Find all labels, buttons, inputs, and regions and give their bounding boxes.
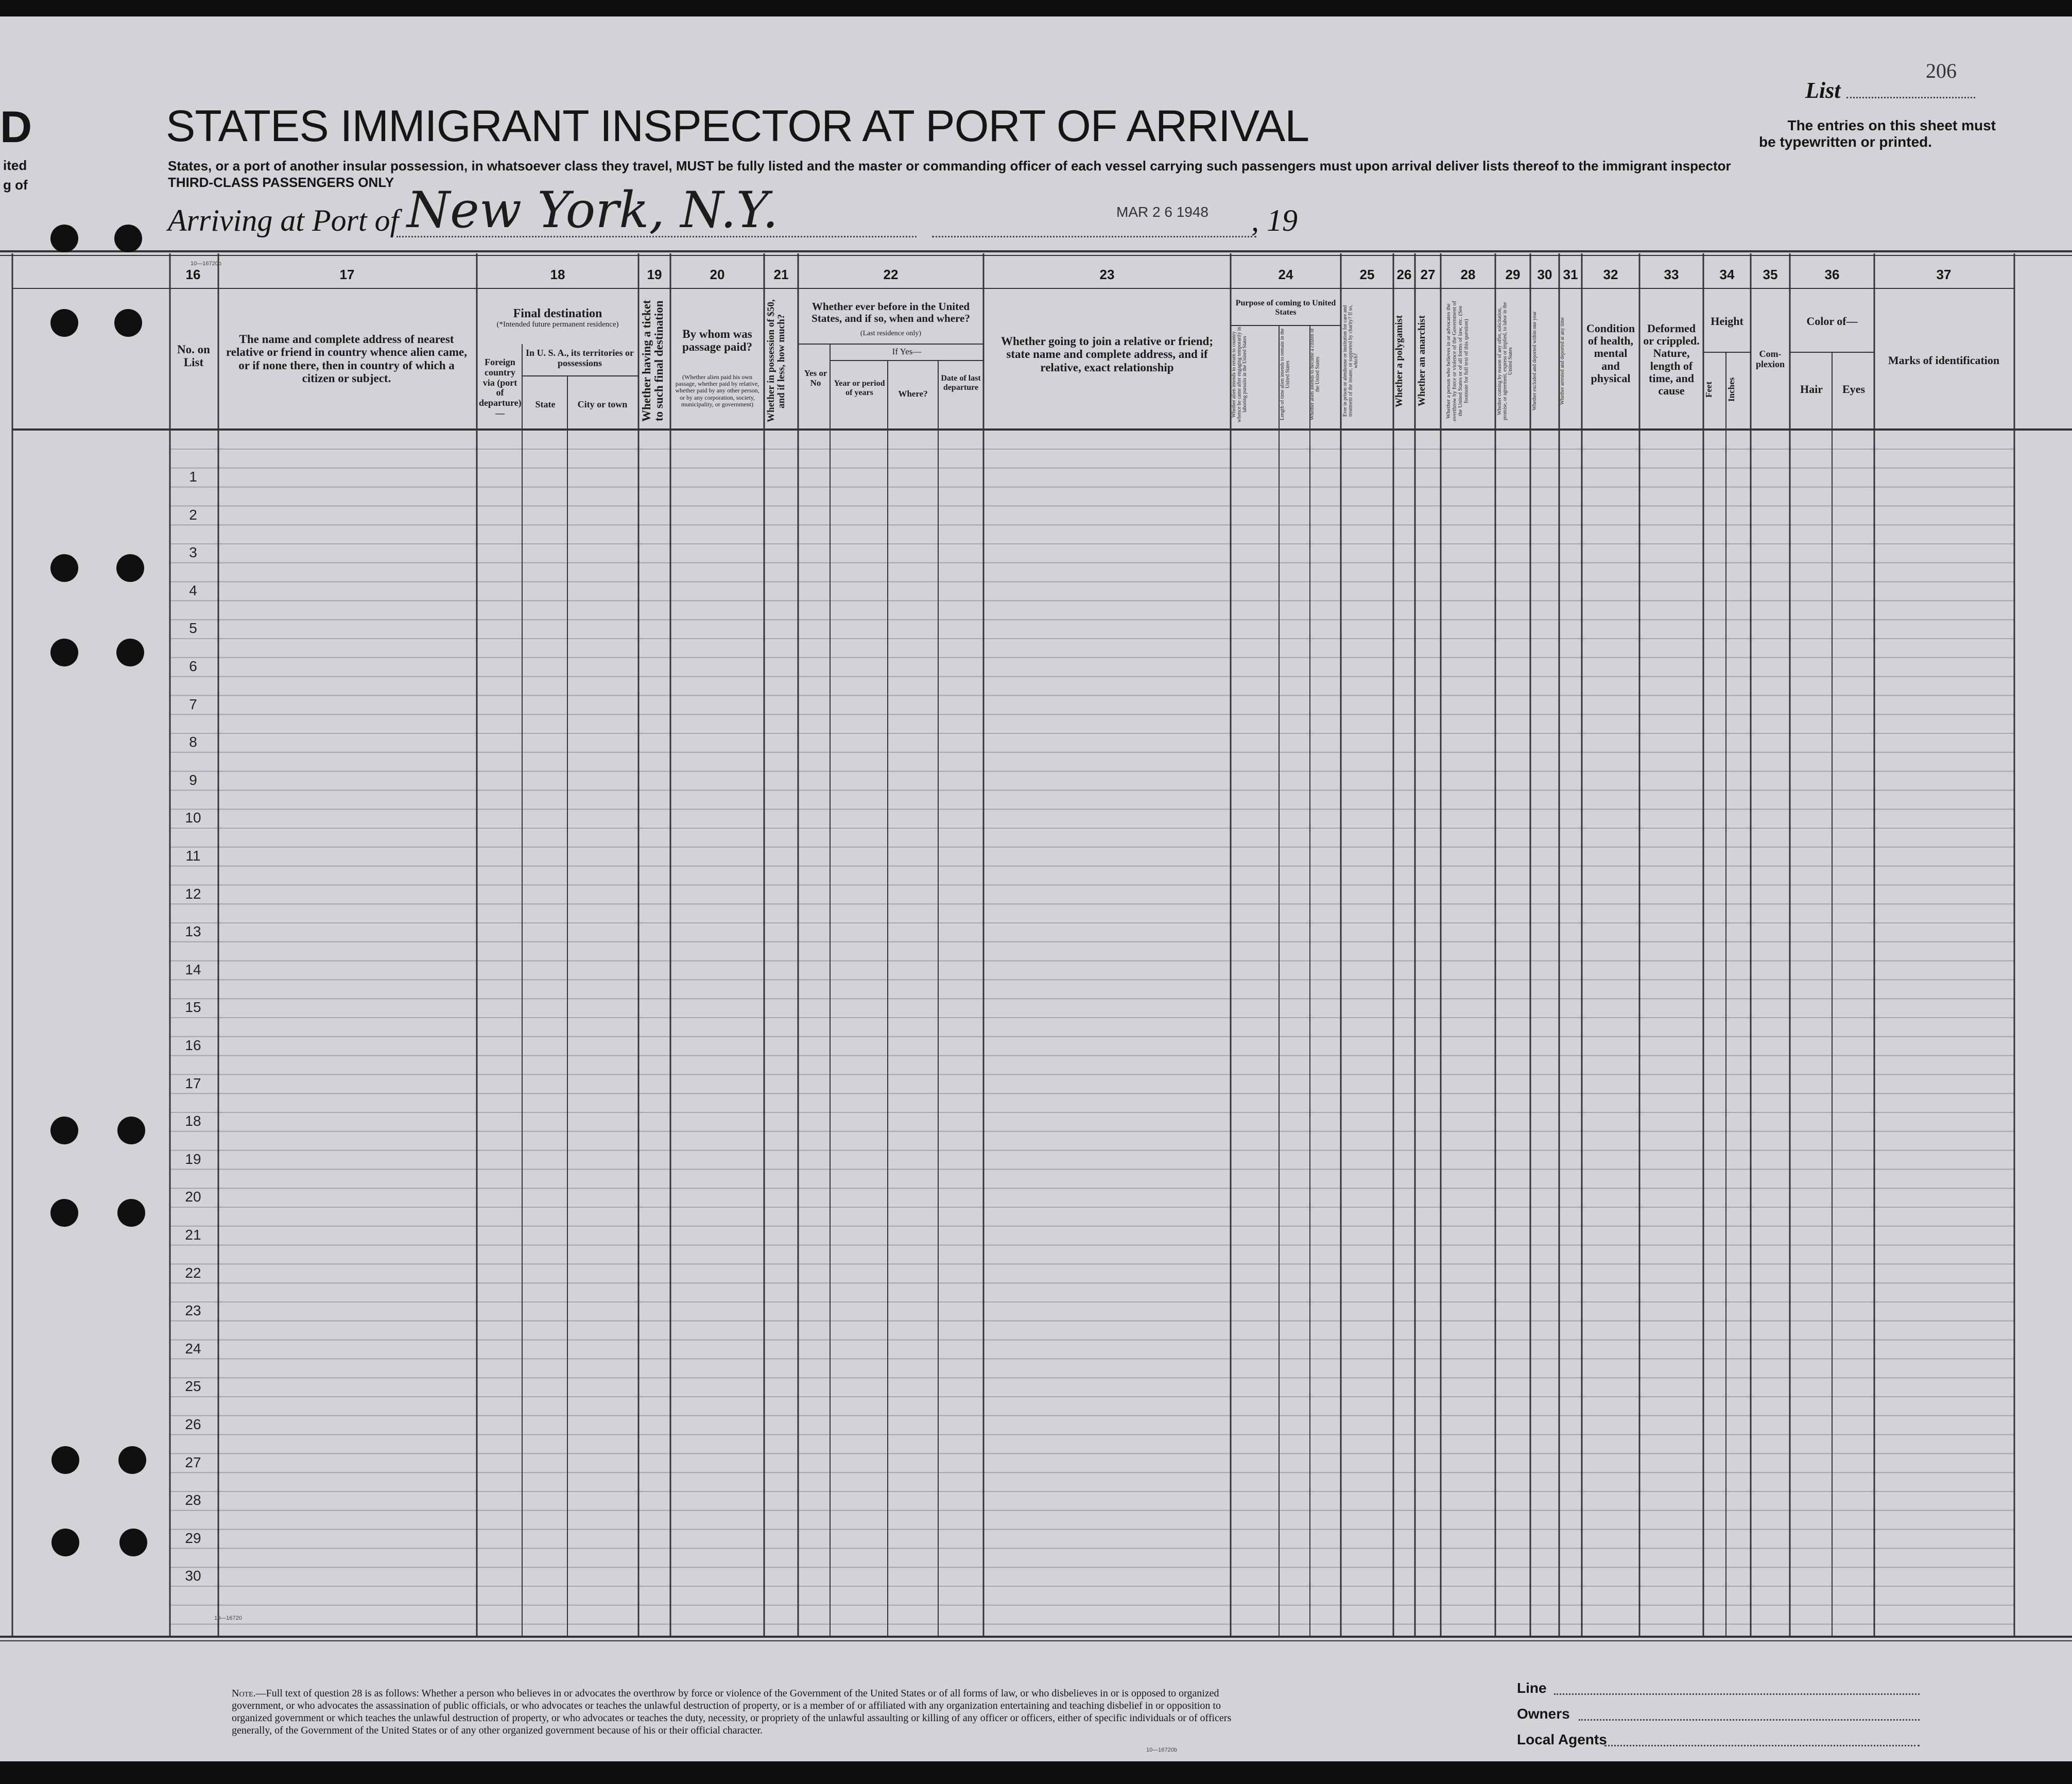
col-num-22: 22 [883, 267, 899, 282]
header-final-destination-note: (*Intended future permanent residence) [496, 320, 619, 329]
col-num-23: 23 [1099, 267, 1115, 282]
arriving-label: Arriving at Port of [168, 203, 399, 237]
row-number: 3 [189, 544, 197, 561]
page-title: STATES IMMIGRANT INSPECTOR AT PORT OF ARRIVAL [166, 101, 1309, 151]
punch-hole [50, 225, 78, 252]
col-num-35: 35 [1763, 267, 1778, 282]
header-ever-before: Whether ever before in the United States, and if so, when and where? [811, 300, 970, 325]
header-marks-identification: Marks of identification [1888, 354, 2000, 367]
header-state: State [535, 399, 556, 409]
row-number: 21 [185, 1227, 201, 1243]
col-num-33: 33 [1664, 267, 1679, 282]
row-number: 22 [185, 1264, 201, 1281]
punch-hole [51, 1529, 79, 1556]
row-number: 2 [189, 506, 197, 523]
header-year-period: Year or period of years [834, 379, 885, 397]
row-number: 24 [185, 1340, 201, 1357]
list-label: List [1805, 78, 1841, 103]
form-code-bottom: 10—16720 [214, 1615, 242, 1621]
row-number: 30 [185, 1568, 201, 1584]
header-length-of-stay: Length of time alien intends to remain in the United States [1280, 328, 1291, 421]
header-if-yes: If Yes— [892, 347, 922, 356]
col-num-25: 25 [1359, 267, 1375, 282]
header-purpose: Purpose of coming to United States [1235, 299, 1336, 317]
form-code-footer: 10—16720b [1146, 1747, 1177, 1753]
header-final-destination: Final destination [513, 307, 602, 320]
subtitle-line-1: States, or a port of another insular possession, in whatsoever class they travel, MUST be fully listed and the master or commanding officer of each vessel carrying such passengers must upon arrival deliver lists thereof to the immigrant inspector [168, 158, 1731, 174]
row-number: 6 [189, 658, 197, 674]
row-number: 12 [185, 885, 201, 902]
col-num-29: 29 [1505, 267, 1521, 282]
title-fragment: D [0, 102, 32, 152]
row-number: 29 [185, 1530, 201, 1546]
header-fifty-dollars: Whether in possession of $50, and if less, how much? [766, 299, 787, 423]
header-deformed: Deformed or crippled. Nature, length of time, and cause [1643, 322, 1700, 397]
row-number: 7 [189, 696, 197, 712]
punch-hole [116, 639, 144, 666]
punch-hole [50, 1199, 78, 1227]
subtitle-line-2: THIRD-CLASS PASSENGERS ONLY [168, 175, 394, 190]
col-num-26: 26 [1396, 267, 1412, 282]
col-num-19: 19 [647, 267, 662, 282]
header-arrested: Whether arrested and deported at any time [1560, 317, 1565, 405]
footnote-label: Note. [232, 1688, 256, 1699]
row-number: 14 [185, 961, 201, 977]
row-number: 18 [185, 1113, 201, 1129]
col-num-30: 30 [1537, 267, 1552, 282]
header-last-departure: Date of last departure [941, 374, 981, 392]
header-hair: Hair [1800, 383, 1823, 396]
row-number: 4 [189, 582, 197, 598]
col-num-31: 31 [1563, 267, 1578, 282]
header-ever-before-note: (Last residence only) [860, 330, 922, 337]
row-number: 26 [185, 1416, 201, 1432]
list-number: 206 [1926, 59, 1957, 82]
agents-underline [1604, 1735, 1920, 1746]
header-health: Condition of health, mental and physical [1586, 322, 1635, 385]
row-number: 8 [189, 734, 197, 750]
header-excluded: Whether excluded and deported within one year [1532, 311, 1538, 411]
col-num-36: 36 [1824, 267, 1840, 282]
row-number: 19 [185, 1151, 201, 1167]
punch-hole [50, 309, 78, 337]
row-number: 5 [189, 620, 197, 637]
header-ticket: Whether having a ticket to such final destination [640, 300, 666, 422]
header-passage-paid-note: (Whether alien paid his own passage, whether paid by relative, whether paid by any other person, or by any corporation, society, municipality, or government) [675, 373, 759, 408]
col-num-32: 32 [1603, 267, 1618, 282]
col-num-20: 20 [710, 267, 725, 282]
header-overthrow: Whether a person who believes in or advocates the overthrow by force or violence of the Government of the United States or of all forms of law, etc. (See footnote for full text of this question) [1445, 301, 1470, 421]
line-underline [1554, 1683, 1920, 1695]
col-num-28: 28 [1460, 267, 1476, 282]
header-no-on-list: No. on List [177, 343, 210, 369]
header-foreign-country: Foreign country via (port of departure)— [479, 357, 522, 418]
col-num-16: 16 [185, 267, 201, 282]
owners-underline [1579, 1709, 1920, 1721]
owners-label: Owners [1517, 1706, 1570, 1722]
line-label: Line [1517, 1680, 1547, 1696]
row-number: 11 [185, 848, 201, 864]
header-in-usa: In U. S. A., its territories or possessions [526, 348, 634, 368]
header-passage-paid: By whom was passage paid? [682, 328, 753, 354]
margin-line-1: ited [3, 158, 27, 173]
row-number: 17 [185, 1075, 201, 1091]
row-number: 9 [189, 771, 197, 788]
punch-hole [119, 1529, 147, 1556]
header-labor-offer: Whether coming by reason of any offer, solicitation, promise, or agreement, express or implied, to labor in the United States [1497, 302, 1513, 420]
punch-hole [117, 1117, 145, 1144]
punch-hole [114, 309, 142, 337]
col-num-37: 37 [1936, 267, 1952, 282]
row-number: 28 [185, 1492, 201, 1508]
col-num-21: 21 [773, 267, 789, 282]
footnote-text: —Full text of question 28 is as follows: Whether a person who believes in or advocates the overthrow by force or violence of the Government of the United States or of all forms of law, or who disbelieves in or is opposed to organized government, or who advocates the assassination of public officials, or who advocates or teaches the unlawful destruction of property, or is a member of or affiliated with any organization entertaining and teaching disbelief in or opposition to organized government or which teaches the unlawful destruction of property, or who advocates or teaches the duty, necessity, or propriety of the unlawful assaulting or killing of any officer or officers, either of specific individuals or of officers generally, of the Government of the United States or of any other organized government because of his or their official character. [232, 1688, 1232, 1736]
instruction-line-1: The entries on this sheet must [1787, 117, 1996, 133]
punch-hole [117, 1199, 145, 1227]
header-feet: Feet [1704, 381, 1714, 398]
header-where: Where? [898, 389, 928, 399]
margin-line-2: g of [3, 177, 28, 193]
year-label: , 19 [1251, 203, 1298, 237]
col-num-17: 17 [339, 267, 355, 282]
row-number: 25 [185, 1378, 201, 1395]
header-height: Height [1711, 315, 1743, 328]
punch-hole [114, 225, 142, 252]
header-relative-address: The name and complete address of nearest relative or friend in country whence alien came, or if none there, then in country of which a citizen or subject. [226, 333, 467, 385]
punch-hole [118, 1446, 146, 1474]
punch-hole [51, 1446, 79, 1474]
header-citizen-intent: Whether alien intends to become a citizen of the United States [1309, 328, 1321, 421]
header-complexion: Com-plexion [1755, 349, 1785, 369]
row-number: 23 [185, 1302, 201, 1319]
row-number: 16 [185, 1037, 201, 1053]
row-number: 15 [185, 999, 201, 1016]
punch-hole [116, 554, 144, 582]
header-inches: Inches [1726, 377, 1736, 402]
punch-hole [50, 554, 78, 582]
col-num-34: 34 [1719, 267, 1735, 282]
instruction-line-2: be typewritten or printed. [1759, 134, 1932, 150]
header-anarchist: Whether an anarchist [1417, 315, 1427, 407]
row-number: 20 [185, 1189, 201, 1205]
row-number: 10 [185, 810, 201, 826]
col-num-24: 24 [1278, 267, 1293, 282]
footnote [232, 1687, 1251, 1737]
punch-hole [50, 639, 78, 666]
header-prison: Ever in prison or almshouse or institution for care and treatment of the insane, or supported by charity? If so, which? [1342, 305, 1359, 417]
port-handwritten: New York, N.Y. [407, 181, 779, 239]
header-yes-no: Yes or No [804, 368, 827, 388]
col-num-27: 27 [1420, 267, 1436, 282]
agents-label: Local Agents [1517, 1731, 1607, 1747]
header-polygamist: Whether a polygamist [1394, 315, 1405, 407]
punch-hole [50, 1117, 78, 1144]
header-eyes: Eyes [1842, 383, 1865, 396]
header-join-relative: Whether going to join a relative or friend; state name and complete address, and if relative, exact relationship [1000, 335, 1214, 374]
date-stamp: MAR 2 6 1948 [1116, 204, 1208, 220]
row-number: 27 [185, 1454, 201, 1470]
col-num-18: 18 [550, 267, 565, 282]
header-city-town: City or town [577, 399, 628, 409]
form-code-top: 10—16720b [191, 261, 221, 267]
header-return-intent: Whether alien intends to return to country whence he came after engaging temporarily in laboring pursuits in the United States [1231, 327, 1248, 422]
row-number: 1 [189, 469, 197, 485]
header-color-of: Color of— [1806, 315, 1858, 328]
row-number: 13 [185, 923, 201, 940]
